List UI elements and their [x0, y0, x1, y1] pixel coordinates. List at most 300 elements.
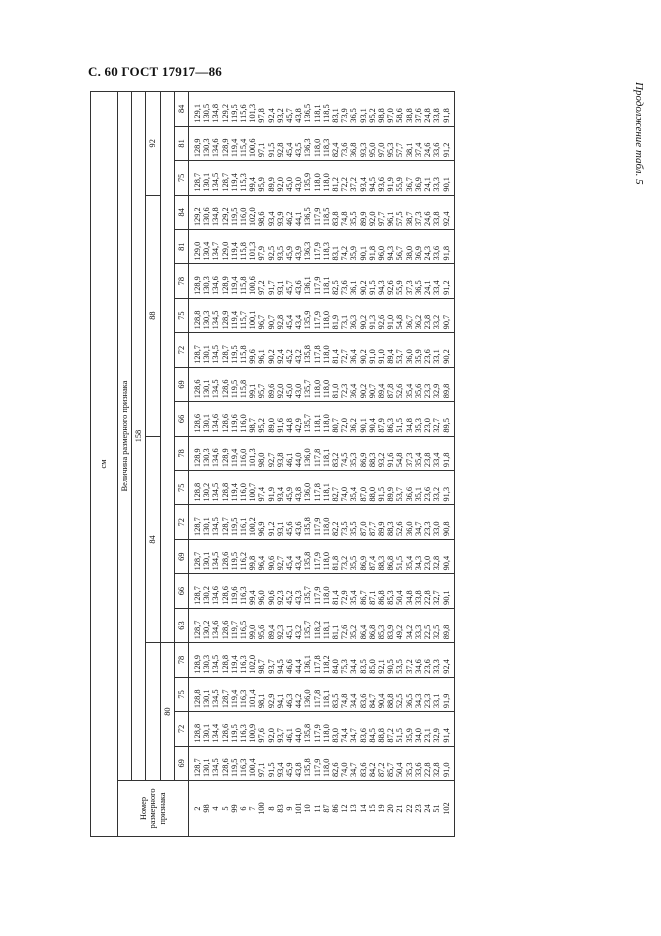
value-cell: 116,1 [239, 505, 248, 539]
value-cell: 119,5 [230, 195, 239, 229]
value-cell: 74,8 [340, 195, 349, 229]
value-cell: 134,5 [211, 161, 220, 195]
table-row [414, 92, 423, 837]
value-cell: 88,8 [377, 712, 386, 746]
value-cell: 92,0 [368, 195, 377, 229]
value-cell: 118,3 [322, 230, 331, 264]
value-cell: 98,6 [257, 195, 266, 229]
value-cell: 130,1 [202, 333, 211, 367]
row-number-cell: 101 [294, 781, 303, 837]
value-cell: 95,0 [368, 126, 377, 160]
value-cell: 119,5 [230, 746, 239, 780]
unit-row [91, 92, 118, 837]
value-cell: 135,8 [303, 746, 312, 780]
value-cell: 33,6 [414, 746, 423, 780]
value-cell: 117,9 [313, 298, 322, 332]
value-cell: 91,9 [386, 161, 395, 195]
value-cell: 96,1 [257, 333, 266, 367]
value-cell: 83,6 [359, 746, 368, 780]
value-cell: 91,5 [267, 126, 276, 160]
value-cell: 87,2 [377, 746, 386, 780]
value-cell: 93,2 [276, 92, 285, 127]
value-cell: 56,7 [395, 230, 404, 264]
value-cell: 32,7 [432, 574, 441, 608]
value-cell: 117,8 [313, 436, 322, 470]
row-number-cell: 86 [331, 781, 340, 837]
value-cell: 134,5 [211, 333, 220, 367]
value-cell: 92,4 [442, 195, 455, 229]
row-number-cell: 5 [221, 781, 230, 837]
value-cell: 45,7 [285, 92, 294, 127]
value-cell: 72,3 [340, 367, 349, 401]
value-cell: 119,5 [230, 539, 239, 573]
table-row [303, 92, 312, 837]
value-cell: 119,5 [230, 333, 239, 367]
value-cell: 91,6 [276, 402, 285, 436]
value-cell: 43,6 [294, 505, 303, 539]
value-cell: 90,7 [442, 298, 455, 332]
column-header: 75 [174, 471, 188, 505]
value-cell: 116,0 [239, 471, 248, 505]
value-cell: 136,3 [303, 230, 312, 264]
value-cell: 33,1 [432, 333, 441, 367]
value-cell: 101,3 [248, 436, 257, 470]
value-cell: 130,1 [202, 367, 211, 401]
value-cell: 35,3 [414, 402, 423, 436]
table-row [386, 92, 395, 837]
value-cell: 135,7 [303, 608, 312, 642]
value-cell: 43,3 [294, 574, 303, 608]
value-cell: 119,4 [230, 126, 239, 160]
value-cell: 119,5 [230, 367, 239, 401]
value-cell: 36,2 [414, 298, 423, 332]
value-cell: 54,8 [395, 298, 404, 332]
value-cell: 37,4 [414, 126, 423, 160]
value-cell: 118,1 [322, 264, 331, 298]
value-cell: 94,5 [368, 161, 377, 195]
value-cell: 130,6 [202, 195, 211, 229]
value-cell: 135,9 [303, 161, 312, 195]
value-cell: 130,3 [202, 643, 211, 677]
value-cell: 116,0 [239, 195, 248, 229]
value-cell: 100,6 [248, 126, 257, 160]
value-cell: 115,6 [239, 92, 248, 127]
value-cell: 90,6 [267, 539, 276, 573]
table-row [230, 92, 239, 837]
header-row-level1 [132, 92, 146, 837]
value-cell: 35,4 [405, 539, 414, 573]
value-cell: 98,7 [257, 643, 266, 677]
table-row [248, 92, 257, 837]
column-header: 66 [174, 574, 188, 608]
value-cell: 35,4 [349, 471, 358, 505]
value-cell: 90,6 [267, 574, 276, 608]
value-cell: 128,6 [221, 574, 230, 608]
value-cell: 46,1 [285, 436, 294, 470]
row-number-cell: 10 [303, 781, 312, 837]
value-cell: 94,5 [276, 643, 285, 677]
value-cell: 93,7 [267, 643, 276, 677]
value-cell: 82,5 [331, 264, 340, 298]
value-cell: 118,2 [313, 608, 322, 642]
value-cell: 90,7 [267, 298, 276, 332]
table-row [285, 92, 294, 837]
value-cell: 37,2 [405, 643, 414, 677]
value-cell: 93,9 [276, 195, 285, 229]
value-cell: 119,5 [230, 712, 239, 746]
value-cell: 50,4 [395, 574, 404, 608]
value-cell: 117,9 [313, 505, 322, 539]
value-cell: 118,0 [322, 539, 331, 573]
value-cell: 128,8 [189, 298, 203, 332]
value-cell: 135,8 [303, 712, 312, 746]
value-cell: 82,6 [331, 746, 340, 780]
column-header: 78 [174, 264, 188, 298]
table-row [405, 92, 414, 837]
value-cell: 128,7 [189, 333, 203, 367]
value-cell: 81,9 [331, 298, 340, 332]
value-cell: 89,4 [267, 608, 276, 642]
value-cell: 128,7 [189, 608, 203, 642]
value-cell: 84,5 [368, 712, 377, 746]
value-cell: 82,7 [331, 471, 340, 505]
value-cell: 94,1 [276, 677, 285, 711]
value-cell: 23,1 [423, 712, 432, 746]
value-cell: 130,1 [202, 677, 211, 711]
value-cell: 136,5 [303, 195, 312, 229]
value-cell: 90,2 [359, 298, 368, 332]
value-cell: 45,4 [285, 298, 294, 332]
value-cell: 118,1 [313, 92, 322, 127]
value-cell: 37,6 [414, 92, 423, 127]
value-cell: 44,8 [285, 402, 294, 436]
column-header: 72 [174, 505, 188, 539]
value-cell: 93,5 [276, 230, 285, 264]
value-cell: 92,6 [386, 264, 395, 298]
value-cell: 130,3 [202, 298, 211, 332]
value-cell: 134,5 [211, 471, 220, 505]
table-row [331, 92, 340, 837]
value-cell: 32,9 [432, 367, 441, 401]
value-cell: 91,0 [442, 746, 455, 780]
value-cell: 134,6 [211, 264, 220, 298]
value-cell: 72,9 [340, 574, 349, 608]
value-cell: 136,5 [303, 92, 312, 127]
value-cell: 92,4 [267, 92, 276, 127]
row-number-cell: 11 [313, 781, 322, 837]
value-cell: 23,0 [423, 402, 432, 436]
value-cell: 91,6 [386, 436, 395, 470]
column-header: 72 [174, 712, 188, 746]
value-cell: 98,0 [257, 436, 266, 470]
value-cell: 117,8 [313, 333, 322, 367]
value-cell: 33,8 [432, 92, 441, 127]
value-cell: 118,1 [322, 608, 331, 642]
value-cell: 81,4 [331, 333, 340, 367]
value-cell: 134,6 [211, 608, 220, 642]
value-cell: 45,6 [285, 505, 294, 539]
value-cell: 35,4 [349, 574, 358, 608]
value-cell: 89,4 [377, 367, 386, 401]
value-cell: 129,0 [221, 230, 230, 264]
value-cell: 90,7 [368, 367, 377, 401]
value-cell: 93,1 [359, 92, 368, 127]
value-cell: 91,8 [368, 230, 377, 264]
value-cell: 74,0 [340, 746, 349, 780]
table-row [368, 92, 377, 837]
value-cell: 23,6 [423, 643, 432, 677]
value-cell: 86,9 [359, 436, 368, 470]
value-cell: 37,3 [414, 195, 423, 229]
value-cell: 93,2 [377, 436, 386, 470]
value-cell: 36,5 [349, 92, 358, 127]
value-cell: 119,6 [230, 574, 239, 608]
table-row [395, 92, 404, 837]
column-header: 75 [174, 161, 188, 195]
value-cell: 118,3 [322, 126, 331, 160]
value-cell: 51,5 [395, 539, 404, 573]
value-cell: 128,9 [221, 126, 230, 160]
value-cell: 134,6 [211, 574, 220, 608]
table-row [221, 92, 230, 837]
value-cell: 94,3 [386, 230, 395, 264]
value-cell: 116,3 [239, 677, 248, 711]
value-cell: 134,5 [211, 505, 220, 539]
value-cell: 134,6 [211, 126, 220, 160]
value-cell: 86,4 [359, 608, 368, 642]
value-cell: 35,4 [405, 367, 414, 401]
table-row [349, 92, 358, 837]
row-number-cell: 15 [368, 781, 377, 837]
table-row [377, 92, 386, 837]
page-header: С. 60 ГОСТ 17917—86 [88, 64, 222, 79]
value-cell: 118,0 [322, 298, 331, 332]
value-cell: 91,8 [442, 230, 455, 264]
value-cell: 92,7 [276, 539, 285, 573]
table-row [359, 92, 368, 837]
unit-label: см [91, 92, 118, 837]
value-cell: 33,0 [432, 505, 441, 539]
value-cell: 32,9 [432, 712, 441, 746]
value-cell: 116,0 [239, 402, 248, 436]
value-cell: 128,8 [221, 471, 230, 505]
value-cell: 89,9 [359, 195, 368, 229]
value-cell: 33,2 [432, 471, 441, 505]
table-row [294, 92, 303, 837]
value-cell: 43,5 [294, 126, 303, 160]
value-cell: 36,6 [405, 471, 414, 505]
value-cell: 128,7 [189, 161, 203, 195]
value-cell: 95,2 [257, 402, 266, 436]
table-row [257, 92, 266, 837]
value-cell: 43,6 [294, 264, 303, 298]
value-cell: 84,2 [368, 746, 377, 780]
value-cell: 33,1 [432, 677, 441, 711]
row-number-cell: 12 [340, 781, 349, 837]
column-header: 63 [174, 608, 188, 642]
table-row [202, 92, 211, 837]
value-cell: 136,1 [303, 643, 312, 677]
value-cell: 99,6 [248, 333, 257, 367]
value-cell: 36,8 [349, 126, 358, 160]
value-cell: 128,7 [189, 574, 203, 608]
value-cell: 130,3 [202, 264, 211, 298]
value-cell: 44,2 [294, 677, 303, 711]
value-cell: 45,2 [285, 333, 294, 367]
header-row-level2 [146, 92, 160, 837]
value-cell: 36,4 [349, 333, 358, 367]
value-cell: 81,2 [331, 161, 340, 195]
value-cell: 93,4 [276, 471, 285, 505]
value-cell: 23,3 [423, 677, 432, 711]
value-cell: 89,4 [386, 333, 395, 367]
value-cell: 130,4 [202, 230, 211, 264]
value-cell: 93,1 [276, 264, 285, 298]
value-cell: 74,8 [340, 677, 349, 711]
row-number-cell: 100 [257, 781, 266, 837]
value-cell: 100,6 [248, 264, 257, 298]
row-number-cell: 2 [189, 781, 203, 837]
row-number-cell: 102 [442, 781, 455, 837]
value-cell: 91,3 [442, 471, 455, 505]
value-cell: 93,7 [276, 712, 285, 746]
row-number-cell: 23 [414, 781, 423, 837]
table-row [189, 92, 203, 837]
value-cell: 36,3 [349, 298, 358, 332]
row-number-cell: 14 [359, 781, 368, 837]
row-number-cell: 4 [211, 781, 220, 837]
value-cell: 42,9 [294, 402, 303, 436]
value-cell: 116,2 [239, 539, 248, 573]
value-cell: 55,9 [395, 264, 404, 298]
value-cell: 97,0 [377, 126, 386, 160]
value-cell: 35,1 [414, 471, 423, 505]
row-number-cell: 13 [349, 781, 358, 837]
value-cell: 32,7 [432, 402, 441, 436]
value-cell: 24,8 [423, 92, 432, 127]
value-cell: 74,0 [340, 471, 349, 505]
value-cell: 99,4 [248, 161, 257, 195]
value-cell: 35,5 [349, 539, 358, 573]
value-cell: 97,6 [257, 712, 266, 746]
value-cell: 92,4 [442, 643, 455, 677]
value-cell: 118,0 [322, 712, 331, 746]
value-cell: 89,6 [267, 367, 276, 401]
value-cell: 92,0 [276, 367, 285, 401]
value-cell: 45,9 [285, 746, 294, 780]
value-cell: 134,5 [211, 643, 220, 677]
value-cell: 96,4 [257, 539, 266, 573]
value-cell: 94,3 [377, 264, 386, 298]
value-cell: 92,3 [276, 574, 285, 608]
row-number-cell: 21 [395, 781, 404, 837]
value-cell: 117,9 [313, 712, 322, 746]
value-cell: 35,9 [405, 712, 414, 746]
value-cell: 37,2 [349, 161, 358, 195]
value-cell: 119,6 [230, 402, 239, 436]
value-cell: 45,1 [285, 608, 294, 642]
value-cell: 128,6 [221, 402, 230, 436]
value-cell: 35,4 [414, 436, 423, 470]
rotated-table-wrapper [90, 91, 635, 837]
value-cell: 118,0 [322, 402, 331, 436]
value-cell: 72,6 [340, 608, 349, 642]
value-cell: 33,6 [432, 230, 441, 264]
column-header: 81 [174, 230, 188, 264]
value-cell: 90,2 [359, 264, 368, 298]
value-cell: 33,4 [432, 264, 441, 298]
value-cell: 74,5 [340, 436, 349, 470]
value-cell: 93,8 [276, 436, 285, 470]
table-row [239, 92, 248, 837]
value-cell: 117,9 [313, 574, 322, 608]
header-row-level3 [160, 92, 174, 837]
value-cell: 34,7 [349, 712, 358, 746]
value-cell: 83,8 [331, 195, 340, 229]
value-cell: 97,0 [386, 92, 395, 127]
value-cell: 128,6 [221, 539, 230, 573]
value-cell: 97,9 [257, 230, 266, 264]
value-cell: 130,1 [202, 712, 211, 746]
value-cell: 117,9 [313, 195, 322, 229]
value-cell: 116,3 [239, 643, 248, 677]
value-cell: 134,6 [211, 436, 220, 470]
value-cell: 101,3 [248, 230, 257, 264]
value-cell: 36,4 [349, 367, 358, 401]
value-cell: 128,9 [189, 643, 203, 677]
value-cell: 87,1 [368, 574, 377, 608]
value-cell: 134,8 [211, 92, 220, 127]
row-number-cell: 24 [423, 781, 432, 837]
value-cell: 90,4 [368, 402, 377, 436]
column-header: 84 [174, 195, 188, 229]
value-cell: 91,0 [377, 333, 386, 367]
value-cell: 117,9 [313, 746, 322, 780]
value-cell: 34,3 [414, 677, 423, 711]
value-cell: 43,8 [294, 746, 303, 780]
value-cell: 44,1 [294, 195, 303, 229]
value-cell: 130,1 [202, 505, 211, 539]
value-cell: 35,5 [349, 195, 358, 229]
value-cell: 95,7 [257, 367, 266, 401]
value-cell: 34,6 [414, 643, 423, 677]
value-cell: 96,0 [257, 574, 266, 608]
value-cell: 72,0 [340, 402, 349, 436]
value-cell: 119,4 [230, 677, 239, 711]
value-cell: 128,9 [189, 436, 203, 470]
value-cell: 83,9 [386, 608, 395, 642]
value-cell: 87,9 [377, 402, 386, 436]
value-cell: 118,5 [322, 92, 331, 127]
value-cell: 51,5 [395, 402, 404, 436]
value-cell: 35,6 [414, 367, 423, 401]
value-cell: 72,2 [340, 161, 349, 195]
value-cell: 119,4 [230, 436, 239, 470]
value-cell: 89,9 [386, 471, 395, 505]
value-cell: 134,5 [211, 367, 220, 401]
value-cell: 136,3 [303, 126, 312, 160]
row-number-cell: 22 [405, 781, 414, 837]
value-cell: 45,4 [285, 126, 294, 160]
value-cell: 97,8 [257, 92, 266, 127]
value-cell: 135,7 [303, 367, 312, 401]
value-cell: 45,2 [285, 574, 294, 608]
value-cell: 73,6 [340, 126, 349, 160]
column-header: 75 [174, 298, 188, 332]
value-cell: 100,4 [248, 746, 257, 780]
value-cell: 32,8 [432, 746, 441, 780]
value-cell: 118,2 [322, 643, 331, 677]
